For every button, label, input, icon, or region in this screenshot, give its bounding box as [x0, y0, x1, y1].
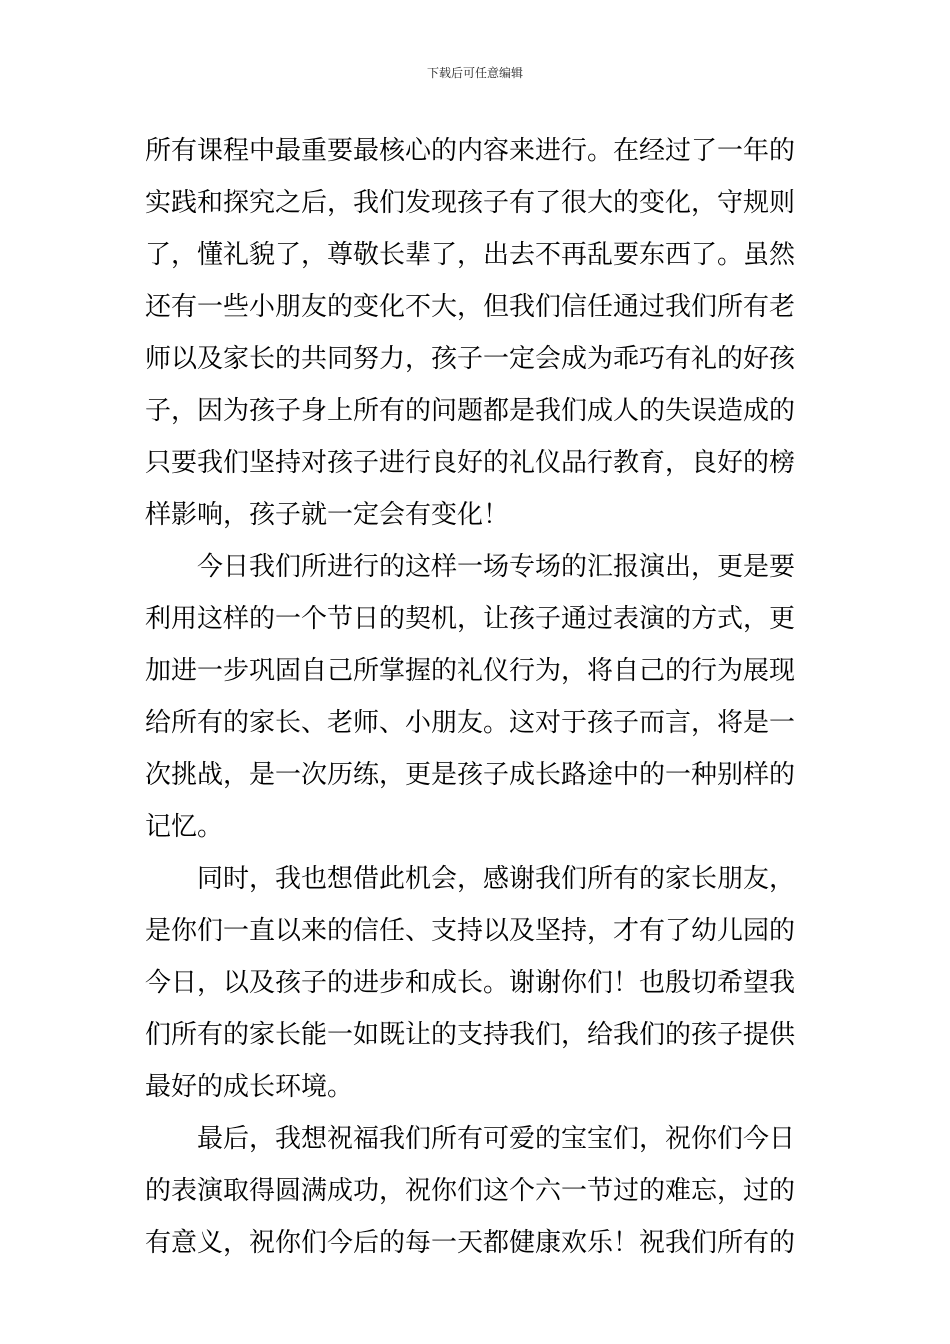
paragraph-first-line: 今日我们所进行的这样一场专场的汇报演出，更是要 [197, 552, 796, 582]
text-line: 师以及家长的共同努力，孩子一定会成为乖巧有礼的好孩 [145, 344, 796, 374]
text-line: 是你们一直以来的信任、支持以及坚持，才有了幼儿园的 [145, 916, 796, 946]
text-line: 实践和探究之后，我们发现孩子有了很大的变化，守规则 [145, 188, 796, 218]
document-body [145, 125, 810, 1269]
text-line: 了，懂礼貌了，尊敬长辈了，出去不再乱要东西了。虽然 [145, 240, 796, 270]
text-line: 还有一些小朋友的变化不大，但我们信任通过我们所有老 [145, 292, 796, 322]
text-line: 有意义，祝你们今后的每一天都健康欢乐！祝我们所有的 [145, 1228, 796, 1258]
text-line: 样影响，孩子就一定会有变化！ [145, 500, 510, 530]
text-line: 子，因为孩子身上所有的问题都是我们成人的失误造成的 [145, 396, 796, 426]
text-line: 只要我们坚持对孩子进行良好的礼仪品行教育，良好的榜 [145, 448, 796, 478]
text-line: 所有课程中最重要最核心的内容来进行。在经过了一年的 [145, 136, 796, 166]
text-line: 给所有的家长、老师、小朋友。这对于孩子而言，将是一 [145, 708, 796, 738]
paragraph-first-line: 最后，我想祝福我们所有可爱的宝宝们，祝你们今日 [197, 1124, 796, 1154]
text-line: 记忆。 [145, 812, 224, 842]
text-line: 今日，以及孩子的进步和成长。谢谢你们！也殷切希望我 [145, 968, 796, 998]
text-line: 加进一步巩固自己所掌握的礼仪行为，将自己的行为展现 [145, 656, 796, 686]
text-line: 利用这样的一个节日的契机，让孩子通过表演的方式，更 [145, 604, 796, 634]
text-line: 们所有的家长能一如既让的支持我们，给我们的孩子提供 [145, 1020, 796, 1050]
text-line: 的表演取得圆满成功，祝你们这个六一节过的难忘，过的 [145, 1176, 796, 1206]
page-header: 下载后可任意编辑 [426, 66, 523, 80]
text-line: 最好的成长环境。 [145, 1072, 354, 1102]
paragraph-first-line: 同时，我也想借此机会，感谢我们所有的家长朋友， [197, 864, 796, 894]
text-line: 次挑战，是一次历练，更是孩子成长路途中的一种别样的 [145, 760, 796, 790]
